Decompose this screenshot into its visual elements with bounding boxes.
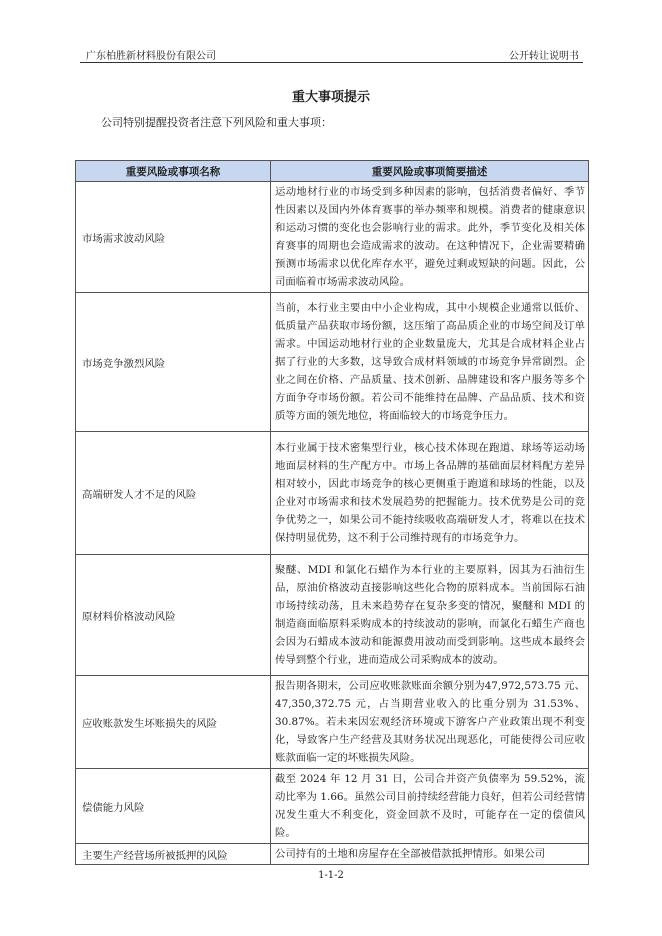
table-row <box>76 769 589 844</box>
company-name: 广东柏胜新材料股份有限公司 <box>86 51 216 62</box>
risk-name: 高端研发人才不足的风险 <box>76 432 271 555</box>
table-row <box>76 432 589 555</box>
table-row <box>76 555 589 676</box>
table-row <box>76 676 589 769</box>
risk-table <box>75 160 589 865</box>
risk-description: 报告期各期末，公司应收账款账面余额分别为47,972,573.75 元、47,350,372.75 元，占当期营业收入的比重分别为 31.53%、30.87%。若未来因宏观经济环境或下游客户产业政策出现不利变化，导致客户生产经营及其财务状况出现恶化，可能使得公司应收账款面临一定的坏账损失风险。 <box>271 676 589 769</box>
risk-description: 公司持有的土地和房屋存在全部被借款抵押情形。如果公司 <box>271 844 589 865</box>
column-header-description: 重要风险或事项简要描述 <box>271 161 589 182</box>
risk-name: 市场需求波动风险 <box>76 182 271 293</box>
document-type: 公开转让说明书 <box>509 51 579 62</box>
risk-description: 运动地材行业的市场受到多种因素的影响，包括消费者偏好、季节性因素以及国内外体育赛事的举办频率和规模。消费者的健康意识和运动习惯的变化也会影响行业的需求。此外，季节变化及相关体育赛事的周期也会造成需求的波动。在这种情况下，企业需要精确预测市场需求以优化库存水平，避免过剩或短缺的问题。因此，公司面临着市场需求波动风险。 <box>271 182 589 293</box>
column-header-name: 重要风险或事项名称 <box>76 161 271 182</box>
risk-name: 原材料价格波动风险 <box>76 555 271 676</box>
table-row <box>76 844 589 865</box>
page-header <box>80 44 583 63</box>
risk-name: 应收账款发生坏账损失的风险 <box>76 676 271 769</box>
risk-description: 当前，本行业主要由中小企业构成，其中小规模企业通常以低价、低质量产品获取市场份额，这压缩了高品质企业的市场空间及订单需求。中国运动地材行业的企业数量庞大，尤其是合成材料企业占据了行业的大多数，这导致合成材料领域的市场竞争异常剧烈。企业之间在价格、产品质量、技术创新、品牌建设和客户服务等多个方面争夺市场份额。若公司不能维持在品牌、产品品质、技术和资质等方面的领先地位，将面临较大的市场竞争压力。 <box>271 293 589 432</box>
page-title: 重大事项提示 <box>291 90 370 105</box>
intro-text: 公司特别提醒投资者注意下列风险和重大事项： <box>101 116 332 129</box>
risk-name: 市场竞争激烈风险 <box>76 293 271 432</box>
risk-name: 偿债能力风险 <box>76 769 271 844</box>
table-header-row <box>76 161 589 182</box>
risk-name: 主要生产经营场所被抵押的风险 <box>76 844 271 865</box>
risk-description: 本行业属于技术密集型行业，核心技术体现在跑道、球场等运动场地面层材料的生产配方中。市场上各品牌的基础面层材料配方差异相对较小，因此市场竞争的核心更侧重于跑道和球场的性能，以及企业对市场需求和技术发展趋势的把握能力。技术优势是公司的竞争优势之一，如果公司不能持续吸收高端研发人才，将难以在技术保持明显优势，这不利于公司维持现有的市场竞争力。 <box>271 432 589 555</box>
table-row <box>76 182 589 293</box>
page-number: 1-1-2 <box>318 870 344 881</box>
risk-description: 聚醚、MDI 和氯化石蜡作为本行业的主要原料，因其为石油衍生品，原油价格波动直接影响这些化合物的原料成本。当前国际石油市场持续动荡，且未来趋势存在复杂多变的情况，聚醚和 MDI 的制造商面临原料采购成本的持续波动的影响，而氯化石蜡生产商也会因为石蜡成本波动和能源费用波动而受到影响。这些成本最终会传导到整个行业，进而造成公司采购成本的波动。 <box>271 555 589 676</box>
table-row <box>76 293 589 432</box>
risk-description: 截至 2024 年 12 月 31 日，公司合并资产负债率为 59.52%，流动比率为 1.66。虽然公司目前持续经营能力良好，但若公司经营情况发生重大不利变化，资金回款不及时，可能存在一定的偿债风险。 <box>271 769 589 844</box>
